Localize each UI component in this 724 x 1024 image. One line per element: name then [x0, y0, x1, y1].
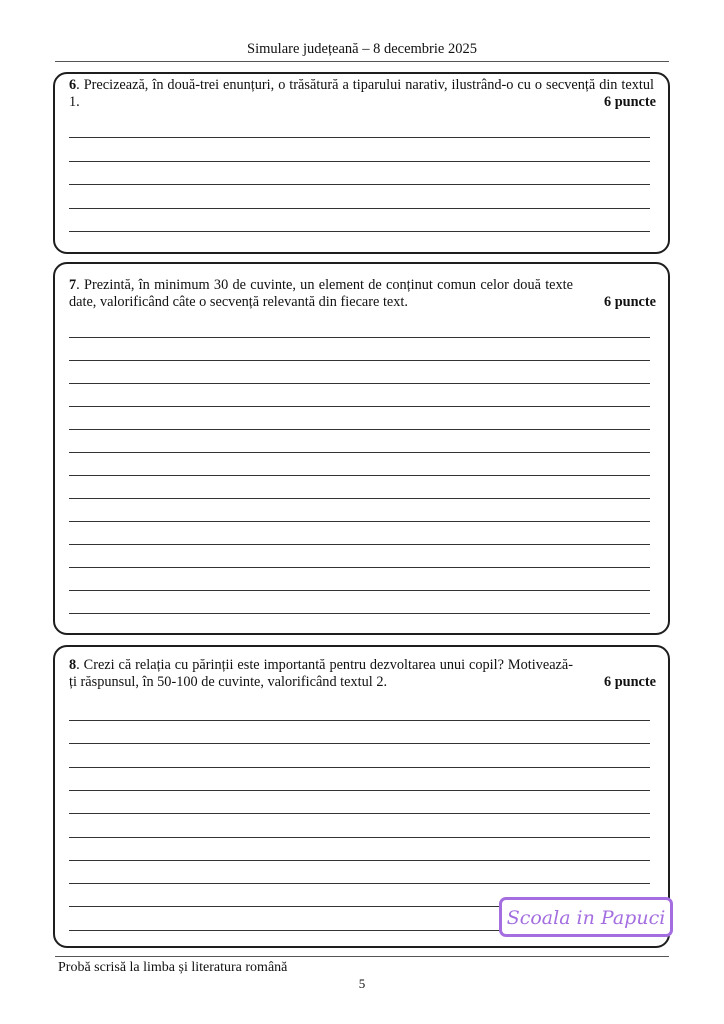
answer-line[interactable]	[69, 429, 650, 430]
question-7-points: 6 puncte	[603, 294, 656, 310]
answer-line[interactable]	[69, 813, 650, 814]
answer-line[interactable]	[69, 590, 650, 591]
question-prompt: . Precizează, în două-trei enunțuri, o trăsătură a tiparului narativ, ilustrând-o cu o secvență din textul 1.	[69, 77, 654, 110]
answer-line[interactable]	[69, 383, 650, 384]
answer-line[interactable]	[69, 161, 650, 162]
answer-line[interactable]	[69, 883, 650, 884]
question-6-box	[53, 72, 670, 254]
answer-line[interactable]	[69, 567, 650, 568]
answer-line[interactable]	[69, 231, 650, 232]
question-prompt: . Prezintă, în minimum 30 de cuvinte, un element de conținut comun celor două texte date, valorificând câte o secvență relevantă din fiecare text.	[69, 277, 573, 310]
answer-line[interactable]	[69, 360, 650, 361]
answer-line[interactable]	[69, 475, 650, 476]
answer-line[interactable]	[69, 860, 650, 861]
footer-divider	[55, 956, 669, 957]
question-number: 8	[69, 657, 77, 673]
answer-line[interactable]	[69, 767, 650, 768]
question-8-points: 6 puncte	[603, 674, 656, 690]
page-number: 5	[358, 976, 366, 991]
answer-line[interactable]	[69, 743, 650, 744]
question-7-box	[53, 262, 670, 635]
header-divider	[55, 61, 669, 62]
watermark-text: Scoala in Papuci	[506, 907, 666, 929]
answer-line[interactable]	[69, 521, 650, 522]
answer-line[interactable]	[69, 720, 650, 721]
question-number: 6	[69, 77, 77, 93]
question-number: 7	[69, 277, 77, 293]
footer-text: Probă scrisă la limba și literatura română	[58, 960, 288, 975]
answer-line[interactable]	[69, 208, 650, 209]
answer-line[interactable]	[69, 452, 650, 453]
answer-line[interactable]	[69, 337, 650, 338]
question-6-text	[69, 77, 654, 111]
answer-line[interactable]	[69, 613, 650, 614]
answer-line[interactable]	[69, 544, 650, 545]
page-header-title: Simulare județeană – 8 decembrie 2025	[247, 41, 477, 57]
answer-line[interactable]	[69, 837, 650, 838]
question-prompt: . Crezi că relația cu părinții este importantă pentru dezvoltarea unui copil? Motivează-ți răspunsul, în 50-100 de cuvinte, valorificând textul 2.	[69, 657, 573, 690]
question-6-points: 6 puncte	[603, 94, 656, 110]
answer-line[interactable]	[69, 790, 650, 791]
answer-line[interactable]	[69, 406, 650, 407]
question-8-text	[69, 657, 573, 691]
answer-line[interactable]	[69, 498, 650, 499]
question-7-text	[69, 277, 573, 311]
answer-line[interactable]	[69, 137, 650, 138]
answer-line[interactable]	[69, 184, 650, 185]
watermark-logo	[499, 897, 673, 937]
